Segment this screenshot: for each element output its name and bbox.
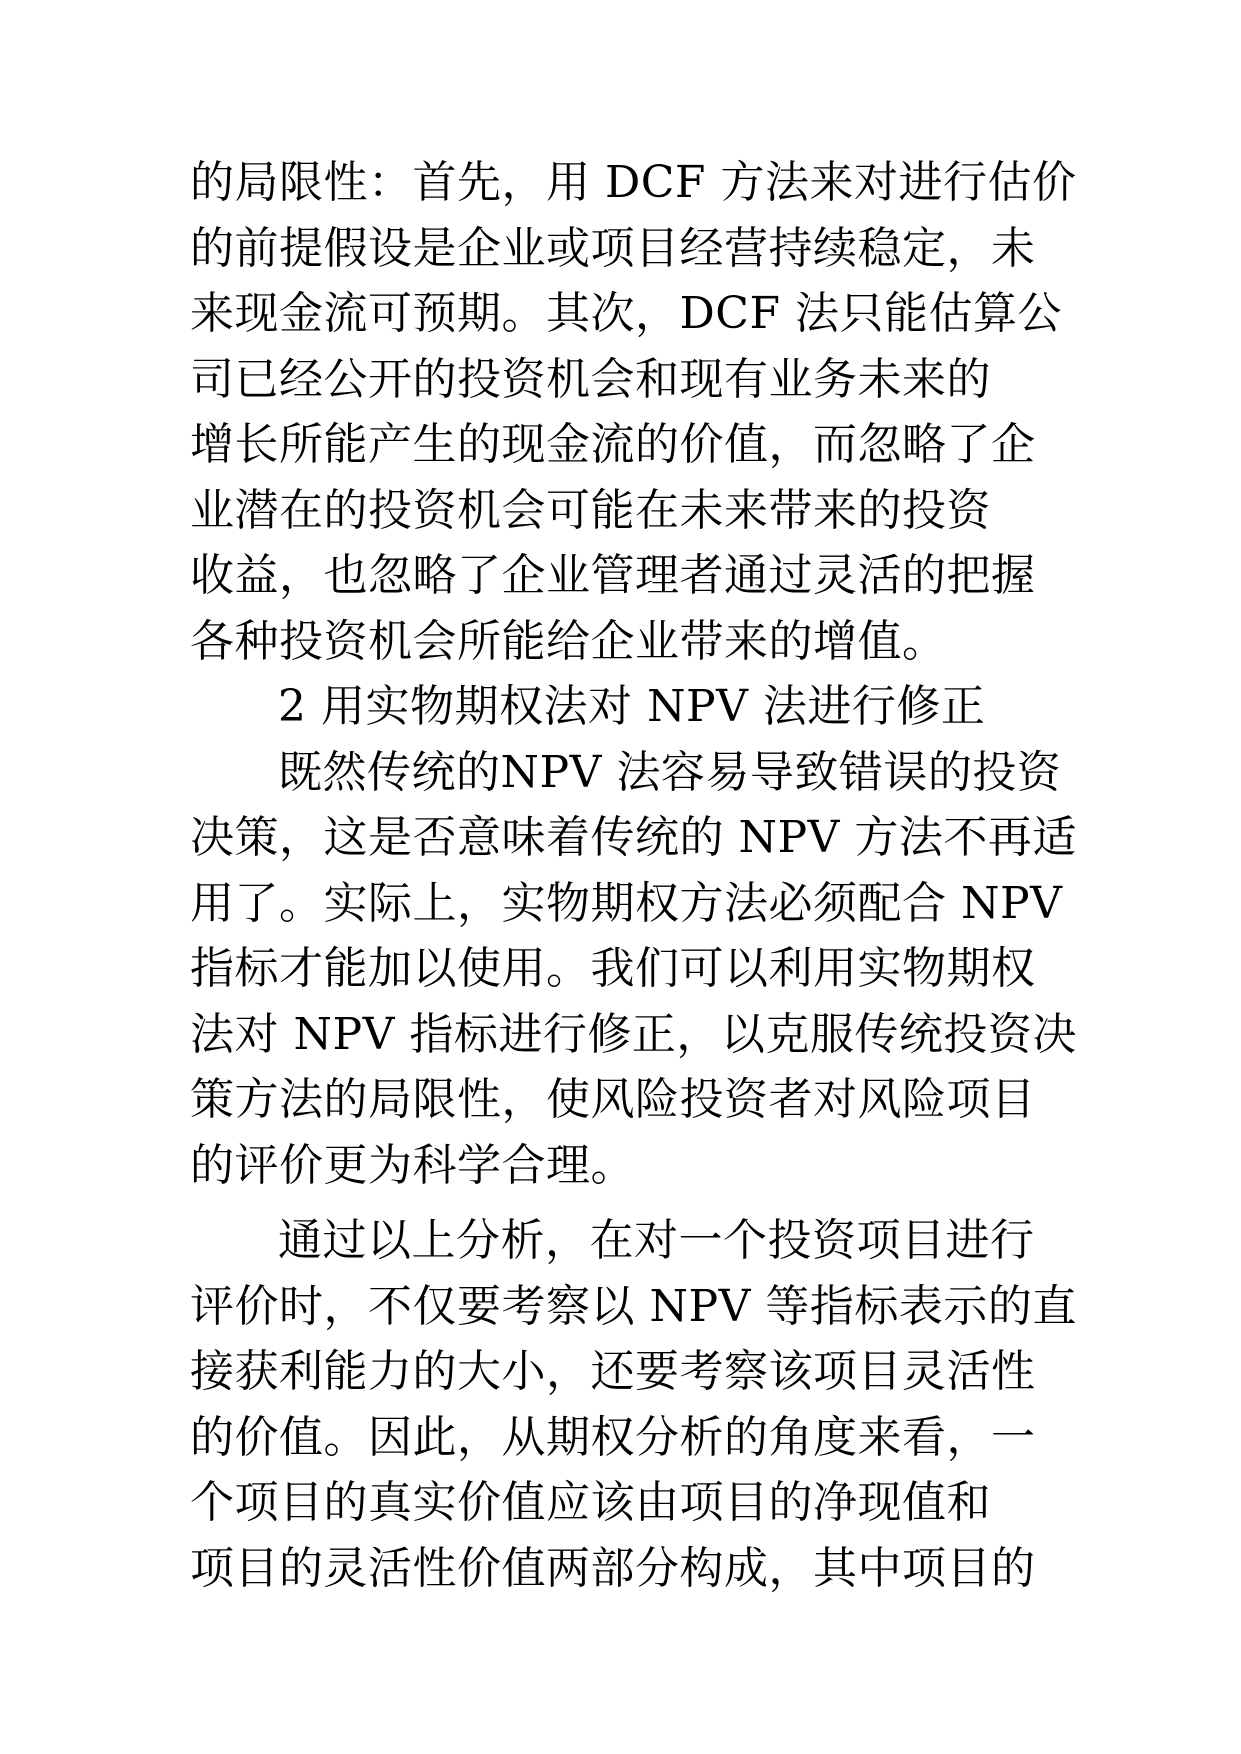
text-line: 的前提假设是企业或项目经营持续稳定，未 — [190, 222, 1036, 274]
text-line: 各种投资机会所能给企业带来的增值。 — [190, 615, 947, 667]
text-line: 策方法的局限性，使风险投资者对风险项目 — [190, 1074, 1036, 1125]
text-line: 收益，也忽略了企业管理者通过灵活的把握 — [190, 550, 1036, 601]
text-line: 指标才能加以使用。我们可以利用实物期权 — [190, 943, 1036, 994]
text-line: 的价值。因此，从期权分析的角度来看，一 — [190, 1411, 1036, 1463]
text-line: 用了。实际上，实物期权方法必须配合 NPV — [190, 877, 1063, 929]
section-heading: 2 用实物期权法对 NPV 法进行修正 — [278, 681, 986, 732]
text-line: 通过以上分析，在对一个投资项目进行 — [278, 1215, 1035, 1266]
text-line: 司已经公开的投资机会和现有业务未来的 — [190, 353, 991, 405]
text-line: 既然传统的NPV 法容易导致错误的投资 — [278, 746, 1062, 798]
body-text — [190, 150, 1077, 1601]
text-line: 的局限性：首先，用 DCF 方法来对进行估价 — [190, 157, 1077, 208]
text-line: 法对 NPV 指标进行修正，以克服传统投资决 — [190, 1008, 1077, 1060]
text-line: 评价时，不仅要考察以 NPV 等指标表示的直 — [190, 1280, 1077, 1332]
text-line: 业潜在的投资机会可能在未来带来的投资 — [190, 484, 991, 536]
text-line: 个项目的真实价值应该由项目的净现值和 — [190, 1477, 991, 1528]
text-line: 决策，这是否意味着传统的 NPV 方法不再适 — [190, 812, 1077, 863]
text-line: 增长所能产生的现金流的价值，而忽略了企 — [190, 419, 1036, 470]
text-line: 来现金流可预期。其次，DCF 法只能估算公 — [190, 288, 1062, 339]
text-line: 项目的灵活性价值两部分构成，其中项目的 — [190, 1542, 1036, 1594]
text-line: 的评价更为科学合理。 — [190, 1139, 635, 1191]
text-line: 接获利能力的大小，还要考察该项目灵活性 — [190, 1346, 1036, 1397]
